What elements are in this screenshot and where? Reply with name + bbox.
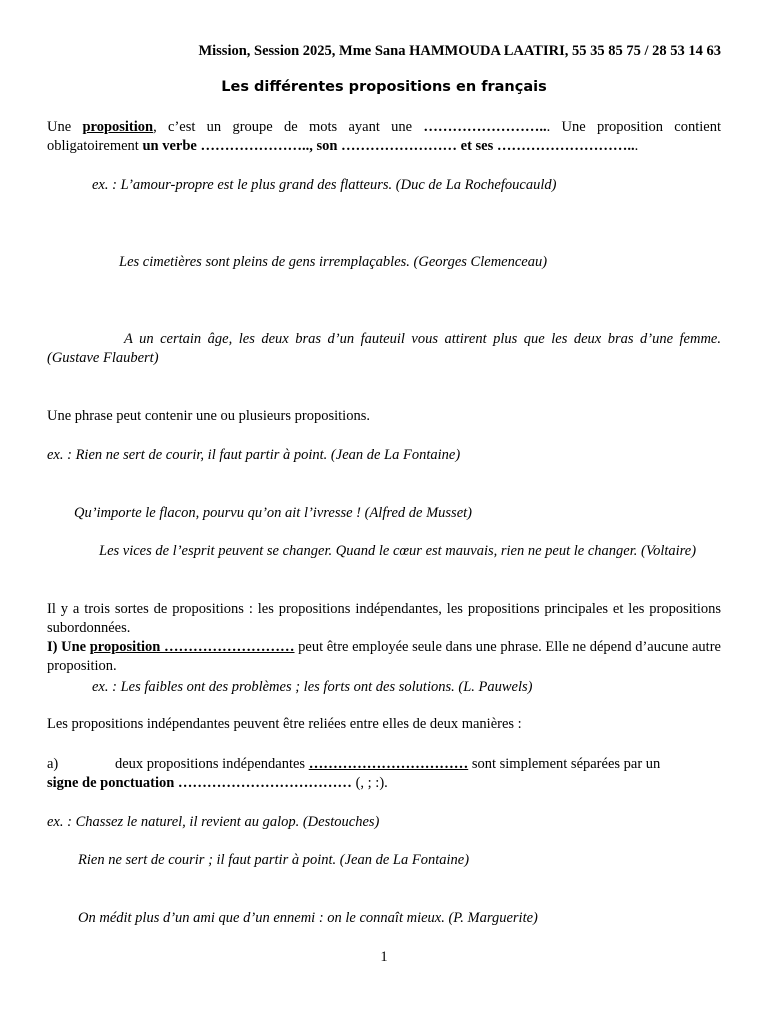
point-a-text-3: (, ; :). xyxy=(351,775,388,791)
section-one-blank: proposition ……………………… xyxy=(89,639,295,655)
independent-definition xyxy=(47,638,721,676)
section-one-label: I) Une xyxy=(47,639,90,655)
point-a xyxy=(47,755,721,793)
intro-blanks: un verbe ………………….., son …………………… et ses ……………………….. xyxy=(142,138,635,154)
page-title: Les différentes propositions en français xyxy=(221,79,547,95)
phrase-statement: Une phrase peut contenir une ou plusieurs propositions. xyxy=(47,408,370,424)
example-destouches: ex. : Chassez le naturel, il revient au galop. (Destouches) xyxy=(47,814,380,830)
point-a-text-1: deux propositions indépendantes xyxy=(115,756,309,772)
intro-text-2: , c’est un groupe de mots ayant une xyxy=(153,119,424,135)
section-one-text: peut être employée seule dans une phrase. Elle ne dépend d’aucune autre proposition. xyxy=(47,639,721,674)
point-a-blank-1: …………………………… xyxy=(308,756,469,772)
intro-text-4: . xyxy=(634,138,639,154)
intro-keyword: proposition xyxy=(82,119,154,135)
relie-statement: Les propositions indépendantes peuvent être reliées entre elles de deux manières : xyxy=(47,716,522,732)
types-paragraph: Il y a trois sortes de propositions : les propositions indépendantes, les propositions principales et les propositions subordonnées. xyxy=(47,601,721,636)
intro-text-1: Une xyxy=(47,119,83,135)
page-number: 1 xyxy=(380,949,388,965)
example-rochefoucauld: ex. : L’amour-propre est le plus grand des flatteurs. (Duc de La Rochefoucauld) xyxy=(92,177,557,193)
point-a-text-2: sont simplement séparées par un xyxy=(468,756,661,772)
point-a-marker: a) xyxy=(47,756,59,772)
point-a-blank-2: signe de ponctuation ……………………………… xyxy=(47,775,352,791)
example-musset: Qu’importe le flacon, pourvu qu’on ait l’ivresse ! (Alfred de Musset) xyxy=(74,505,472,521)
example-la-fontaine-1: ex. : Rien ne sert de courir, il faut partir à point. (Jean de La Fontaine) xyxy=(47,447,461,463)
intro-paragraph xyxy=(47,118,721,156)
example-flaubert: A un certain âge, les deux bras d’un fauteuil vous attirent plus que les deux bras d’une femme. (Gustave Flaubert) xyxy=(47,331,721,366)
example-la-fontaine-2: Rien ne sert de courir ; il faut partir à point. (Jean de La Fontaine) xyxy=(78,852,470,868)
point-a-line-2 xyxy=(47,774,721,793)
example-pauwels: ex. : Les faibles ont des problèmes ; les forts ont des solutions. (L. Pauwels) xyxy=(92,679,533,695)
intro-text-3: . Une proposition contient obligatoirement xyxy=(47,119,722,154)
point-a-text xyxy=(47,755,721,774)
example-clemenceau: Les cimetières sont pleins de gens irremplaçables. (Georges Clemenceau) xyxy=(119,254,548,270)
example-marguerite: On médit plus d’un ami que d’un ennemi : on le connaît mieux. (P. Marguerite) xyxy=(78,910,538,926)
intro-blank-1: …………………….. xyxy=(423,119,547,135)
example-voltaire: Les vices de l’esprit peuvent se changer. Quand le cœur est mauvais, rien ne peut le changer. (Voltaire) xyxy=(99,543,697,559)
header-info: Mission, Session 2025, Mme Sana HAMMOUDA LAATIRI, 55 35 85 75 / 28 53 14 63 xyxy=(198,43,721,59)
